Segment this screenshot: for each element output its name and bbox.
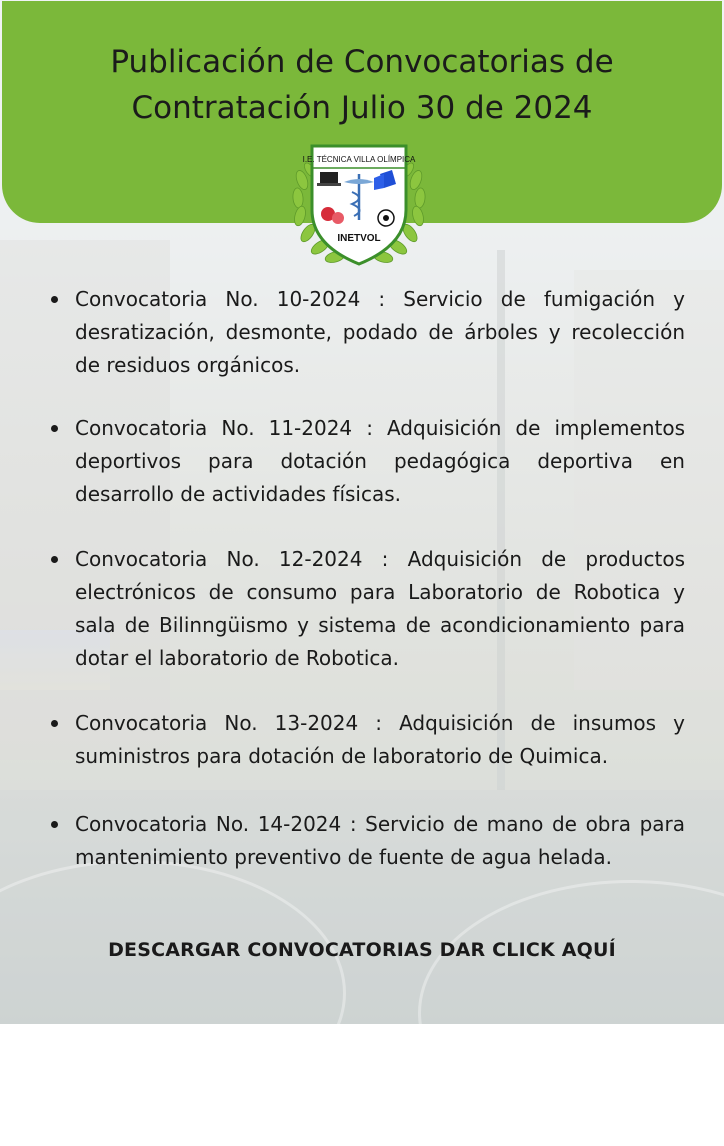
logo-bottom-text: INETVOL: [337, 233, 381, 244]
list-item: [75, 283, 685, 382]
download-link[interactable]: DESCARGAR CONVOCATORIAS DAR CLICK AQUÍ: [108, 939, 616, 961]
list-item: [75, 543, 685, 675]
list-item-text: Convocatoria No. 14-2024 : Servicio de mano de obra para mantenimiento preventivo de fuente de agua helada.: [75, 812, 685, 869]
list-item: [75, 808, 685, 874]
bullet-icon: [51, 821, 58, 828]
bullet-icon: [51, 556, 58, 563]
list-item-text: Convocatoria No. 11-2024 : Adquisición de implementos deportivos para dotación pedagógica deportiva en desarrollo de actividades físicas.: [75, 416, 685, 506]
bullet-icon: [51, 296, 58, 303]
page-title: [2, 39, 722, 131]
list-item: [75, 707, 685, 773]
list-item-text: Convocatoria No. 10-2024 : Servicio de fumigación y desratización, desmonte, podado de árboles y recolección de residuos orgánicos.: [75, 287, 685, 377]
bullet-icon: [51, 425, 58, 432]
logo-top-text: I.E. TÉCNICA VILLA OLÍMPICA: [302, 155, 416, 164]
school-crest-icon: [288, 140, 430, 272]
list-item-text: Convocatoria No. 13-2024 : Adquisición de insumos y suministros para dotación de laboratorio de Quimica.: [75, 711, 685, 768]
page-title-line2: Contratación Julio 30 de 2024: [131, 90, 593, 126]
bullet-icon: [51, 720, 58, 727]
list-item-text: Convocatoria No. 12-2024 : Adquisición de productos electrónicos de consumo para Laboratorio de Robotica y sala de Bilinngüismo y sistema de acondicionamiento para dotar el laboratorio de Robotica.: [75, 547, 685, 670]
list-item: [75, 412, 685, 511]
page-title-line1: Publicación de Convocatorias de: [110, 44, 614, 80]
